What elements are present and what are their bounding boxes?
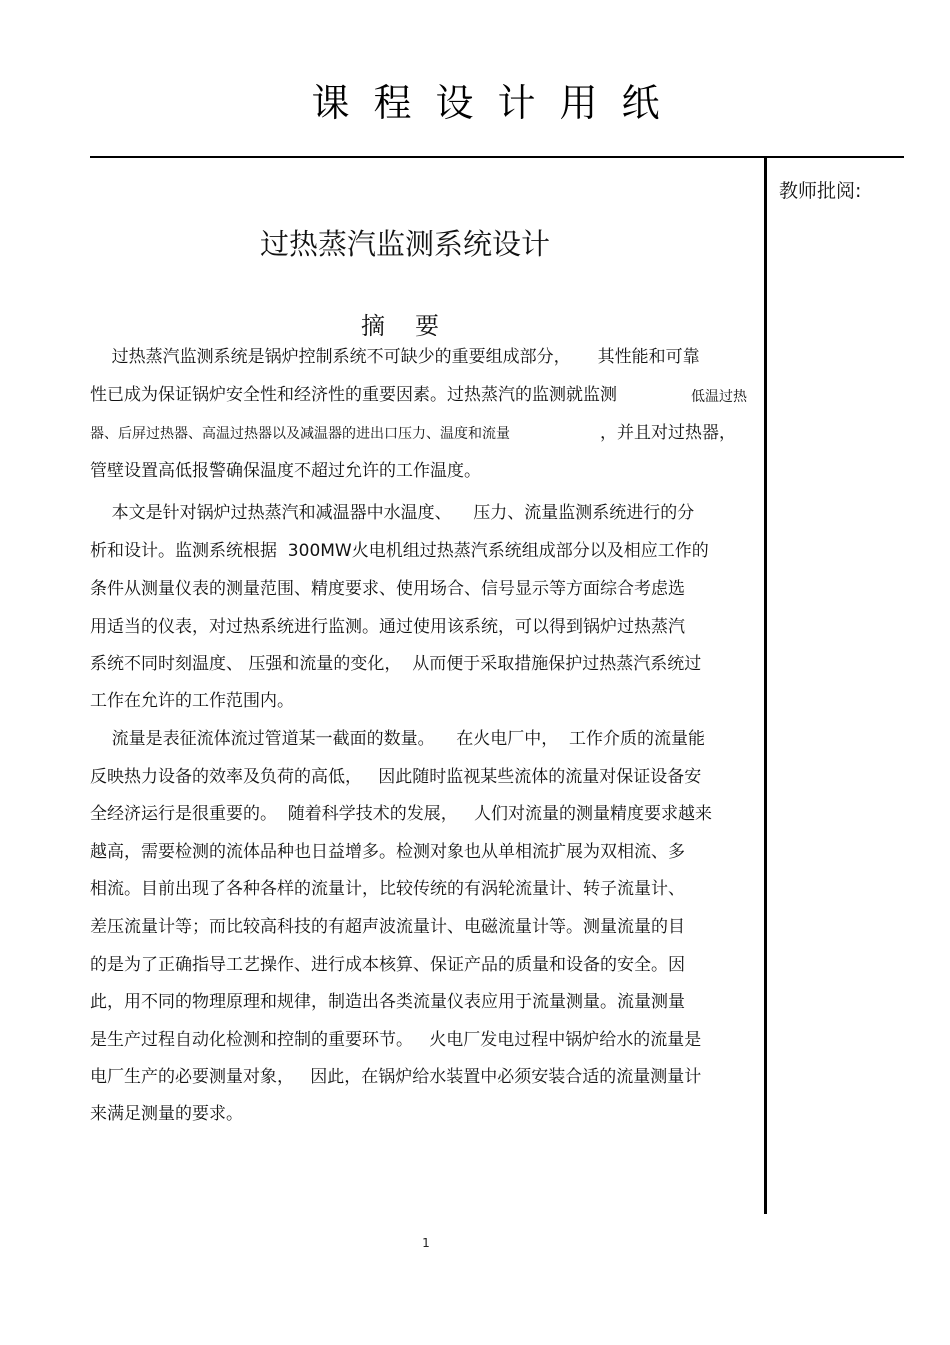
text-line: 是生产过程自动化检测和控制的重要环节。 火电厂发电过程中锅炉给水的流量是 xyxy=(90,1030,702,1050)
text-line: 电厂生产的必要测量对象， 因此，在锅炉给水装置中必须安装合适的流量测量计 xyxy=(90,1067,702,1087)
header-divider xyxy=(90,156,904,158)
teacher-review-label: 教师批阅: xyxy=(779,180,862,202)
text-line: 相流。目前出现了各种各样的流量计，比较传统的有涡轮流量计、转子流量计、 xyxy=(90,879,685,899)
text-line: 越高，需要检测的流体品种也日益增多。检测对象也从单相流扩展为双相流、多 xyxy=(90,842,685,862)
text-line: 系统不同时刻温度、 压强和流量的变化， 从而便于采取措施保护过热蒸汽系统过 xyxy=(90,654,702,674)
text-line: 管壁设置高低报警确保温度不超过允许的工作温度。 xyxy=(90,461,481,481)
text-line: 差压流量计等；而比较高科技的有超声波流量计、电磁流量计等。测量流量的目 xyxy=(90,917,685,937)
text-line: ，并且对过热器， xyxy=(600,423,736,443)
text-line: 流量是表征流体流过管道某一截面的数量。 在火电厂中， 工作介质的流量能 xyxy=(90,729,706,749)
page-header-title: 课程设计用纸 xyxy=(311,81,684,125)
text-line: 全经济运行是很重要的。 随着科学技术的发展， 人们对流量的测量精度要求越来 xyxy=(90,804,713,824)
text-line: 性已成为保证锅炉安全性和经济性的重要因素。过热蒸汽的监测就监测 xyxy=(90,385,617,405)
text-line: 反映热力设备的效率及负荷的高低， 因此随时监视某些流体的流量对保证设备安 xyxy=(90,767,702,787)
text-line: 工作在允许的工作范围内。 xyxy=(90,691,294,711)
text-line: 低温过热 xyxy=(691,389,747,405)
text-line: 析和设计。监测系统根据 300MW火电机组过热蒸汽系统组成部分以及相应工作的 xyxy=(90,541,709,561)
text-line: 本文是针对锅炉过热蒸汽和减温器中水温度、 压力、流量监测系统进行的分 xyxy=(90,503,695,523)
text-line: 器、后屏过热器、高温过热器以及减温器的进出口压力、温度和流量 xyxy=(90,426,510,442)
text-line: 过热蒸汽监测系统是锅炉控制系统不可缺少的重要组成部分， 其性能和可靠 xyxy=(90,347,700,367)
text-line: 条件从测量仪表的测量范围、精度要求、使用场合、信号显示等方面综合考虑选 xyxy=(90,579,685,599)
document-title: 过热蒸汽监测系统设计 xyxy=(259,227,550,261)
text-line: 来满足测量的要求。 xyxy=(90,1104,243,1124)
margin-divider xyxy=(764,156,767,1214)
text-line: 的是为了正确指导工艺操作、进行成本核算、保证产品的质量和设备的安全。因 xyxy=(90,955,685,975)
text-line: 此，用不同的物理原理和规律，制造出各类流量仪表应用于流量测量。流量测量 xyxy=(90,992,685,1012)
text-line: 用适当的仪表，对过热系统进行监测。通过使用该系统，可以得到锅炉过热蒸汽 xyxy=(90,617,685,637)
abstract-heading: 摘要 xyxy=(361,312,469,340)
page-number: 1 xyxy=(422,1236,430,1250)
